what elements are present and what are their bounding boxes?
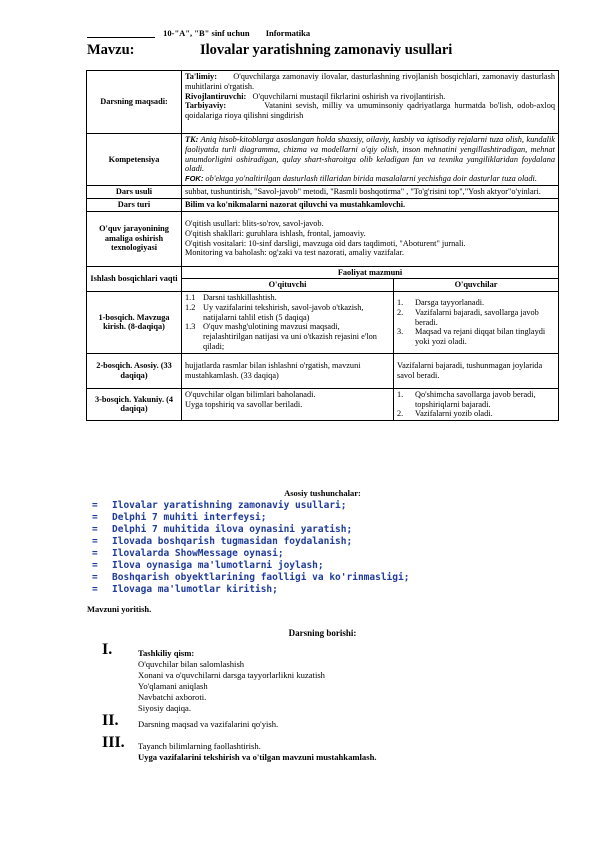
item-number: 1.2: [185, 302, 196, 312]
goal-key: Tarbiyaviy:: [185, 101, 227, 111]
section-numeral: II.: [102, 712, 119, 729]
bullet-icon: =: [92, 584, 98, 595]
stage-3-teacher: [182, 388, 394, 420]
goal-line: [185, 101, 555, 121]
header-grades: 10-"A", "B" sinf uchun: [163, 28, 250, 38]
item-text: O'quv mashg'ulotining mavzusi maqsadi, rejalashtirilgan natijasi va uni o'tkazish rejasini e'lon qiladi;: [203, 322, 377, 351]
topic-label: Mavzu:: [87, 42, 135, 58]
lesson-plan-table: [86, 70, 559, 421]
process-line: O'qitish vositalari: 10-sinf darsligi, mavzuga oid dars taqdimoti, "Aboturent" jurnali.: [185, 238, 466, 248]
goal-key: Ta'limiy:: [185, 72, 217, 81]
topic-line: [87, 42, 452, 59]
section-line: Darsning maqsad va vazifalarini qo'yish.: [138, 719, 279, 729]
section-line: Navbatchi axboroti.: [138, 692, 207, 702]
section-body: [138, 648, 558, 714]
type-row: [87, 198, 559, 211]
section-numeral: I.: [102, 641, 113, 658]
method-label: Dars usuli: [87, 185, 182, 198]
section-line: Uyga vazifalarini tekshirish va o'tilgan mavzuni mustahkamlash.: [138, 752, 377, 762]
section-line: Siyosiy daqiqa.: [138, 703, 191, 713]
concept-text: Ilovalarda ShowMessage oynasi;: [112, 548, 284, 559]
bullet-icon: =: [92, 572, 98, 583]
concept-item: [92, 536, 409, 548]
item-number: 1.3: [185, 322, 196, 332]
content-header: Faoliyat mazmuni: [182, 266, 559, 279]
stage-2-teacher: hujjatlarda rasmlar bilan ishlashni o'rgatish, mavzuni mustahkamlash. (33 daqiqa): [182, 353, 394, 388]
process-line: Monitoring va baholash: og'zaki va test nazorati, amaliy vazifalar.: [185, 248, 404, 258]
teacher-line: O'quvchilar olgan bilimlari baholanadi.: [185, 389, 316, 399]
list-item: [185, 322, 390, 351]
bullet-icon: =: [92, 548, 98, 559]
fok-key: FOK:: [185, 174, 204, 184]
competence-fok: [185, 174, 555, 184]
stage-1-label: 1-bosqich. Mavzuga kirish. (8-daqiqa): [87, 292, 182, 354]
section-numeral: III.: [102, 734, 125, 751]
concept-item: [92, 524, 409, 536]
type-label: Dars turi: [87, 198, 182, 211]
competence-label: Kompetensiya: [87, 134, 182, 186]
concept-text: Ilovaga ma'lumotlar kiritish;: [112, 584, 278, 595]
stage-1-student: [394, 292, 559, 354]
goal-line: [185, 92, 555, 102]
stage-1-teacher: [182, 292, 394, 354]
concept-text: Ilovada boshqarish tugmasidan foydalanish;: [112, 536, 353, 547]
concept-item: [92, 560, 409, 572]
list-item: [397, 409, 555, 419]
goal-content: [182, 71, 559, 134]
goal-line: [185, 72, 555, 92]
competence-row: [87, 134, 559, 186]
item-number: 1.: [397, 389, 404, 399]
section-body: [138, 741, 558, 763]
bullet-icon: =: [92, 560, 98, 571]
tk-text: Aniq hisob-kitoblarga asoslangan holda shaxsiy, oilaviy, kasbiy va iqtisodiy rejalarni tuza olish, kundalik faoliyatda turli diagramma, chizma va modellarni o'qiy olish, inson mehnatini yengillashtiradigan, mehnat unumdorligini oshiradigan, qulay shart-sharoitga olib keladigan fan va texnika yangiliklaridan foydalana oladi.: [185, 135, 555, 174]
item-text: Vazifalarni bajaradi, savollarga javob beradi.: [415, 307, 539, 327]
page-header: [87, 28, 310, 38]
borishi-title: Darsning borishi:: [288, 628, 357, 638]
concept-text: Ilovalar yaratishning zamonaviy usullari;: [112, 500, 347, 511]
goal-text: O'quvchilarni mustaqil fikrlarini oshirish va rivojlantirish.: [252, 91, 446, 101]
bullet-icon: =: [92, 536, 98, 547]
section-line: Tayanch bilimlarning faollashtirish.: [138, 741, 261, 751]
concept-item: [92, 548, 409, 560]
item-number: 3.: [397, 327, 404, 337]
concept-text: Delphi 7 muhiti interfeysi;: [112, 512, 267, 523]
stage-3-label: 3-bosqich. Yakuniy. (4 daqiqa): [87, 388, 182, 420]
bullet-icon: =: [92, 524, 98, 535]
item-number: 1.: [397, 297, 404, 307]
method-row: [87, 185, 559, 198]
goal-text: Vatanini sevish, milliy va umuminsoniy qadriyatlarga hurmatda bo'lish, odob-axloq qoidalariga rioya qilishni singdirish: [185, 101, 555, 121]
list-item: [185, 303, 390, 323]
section-line: Tashkiliy qism:: [138, 648, 195, 658]
stage-2-row: [87, 353, 559, 388]
list-item: [397, 308, 555, 328]
concept-text: Boshqarish obyektlarining faolligi va ko'rinmasligi;: [112, 572, 410, 583]
concept-item: [92, 500, 409, 512]
stage-2-label: 2-bosqich. Asosiy. (33 daqiqa): [87, 353, 182, 388]
concept-text: Ilova oynasiga ma'lumotlarni joylash;: [112, 560, 324, 571]
stage-1-row: [87, 292, 559, 354]
item-text: Darsga tayyorlanadi.: [415, 297, 485, 307]
concepts-list: [92, 500, 409, 596]
teacher-header: O'qituvchi: [182, 279, 394, 292]
bullet-icon: =: [92, 512, 98, 523]
item-text: Vazifalarni yozib oladi.: [415, 409, 493, 419]
header-subject: Informatika: [265, 28, 311, 38]
tk-key: TK:: [185, 135, 199, 144]
goal-label: Darsning maqsadi:: [87, 71, 182, 134]
student-header: O'quvchilar: [394, 279, 559, 292]
concept-text: Delphi 7 muhitida ilova oynasini yaratish;: [112, 524, 353, 535]
item-number: 1.1: [185, 293, 196, 303]
method-text: suhbat, tushuntirish, "Savol-javob" metodi, "Rasmli boshqotirma" , "To'g'risini top","Yosh aktyor"o'yinlari.: [182, 185, 559, 198]
section-line: Xonani va o'quvchilarni darsga tayyorlarlikni kuzatish: [138, 670, 325, 680]
mavzu-label: Mavzuni yoritish.: [87, 604, 152, 614]
list-item: [397, 390, 555, 410]
stages-label: Ishlash bosqichlari vaqti: [87, 266, 182, 292]
competence-tk: [185, 135, 555, 174]
list-item: [397, 327, 555, 347]
process-line: O'qitish usullari: blits-so'rov, savol-javob.: [185, 218, 324, 228]
section-body: [138, 719, 558, 730]
list-item: [185, 293, 390, 303]
type-text: Bilim va ko'nikmalarni nazorat qiluvchi va mustahkamlovchi.: [182, 198, 559, 211]
concepts-title: Asosiy tushunchalar:: [284, 488, 361, 498]
item-text: Darsni tashkillashtish.: [203, 293, 277, 303]
item-text: Qo'shimcha savollarga javob beradi, topshiriqlarni bajaradi.: [415, 389, 536, 409]
process-content: [182, 211, 559, 266]
section-line: Yo'qlamani aniqlash: [138, 681, 208, 691]
competence-content: [182, 134, 559, 186]
stage-3-student: [394, 388, 559, 420]
item-number: 2.: [397, 409, 404, 419]
list-item: [397, 298, 555, 308]
item-text: Maqsad va rejani diqqat bilan tinglaydi yoki yozi oladi.: [415, 327, 546, 347]
fok-text: ob'ektga yo'naltirilgan dasturlash tillaridan birida masalalarni yechishga doir dasturlar tuza oladi.: [205, 174, 537, 184]
stage-3-row: [87, 388, 559, 420]
goal-text: O'quvchilarga zamonaviy ilovalar, dasturlashning rivojlanish bosqichlari, zamonaviy dasturlash muhitlarini o'rgatish.: [185, 72, 555, 91]
goal-row: [87, 71, 559, 134]
goal-key: Rivojlantiruvchi:: [185, 91, 247, 101]
bullet-icon: =: [92, 500, 98, 511]
stage-2-student: Vazifalarni bajaradi, tushunmagan joylarida savol beradi.: [394, 353, 559, 388]
teacher-line: Uyga topshiriq va savollar beriladi.: [185, 399, 303, 409]
header-blank-line: [87, 37, 155, 38]
process-row: [87, 211, 559, 266]
item-text: Uy vazifalarini tekshirish, savol-javob o'tkazish, natijalarni tahlil etish (5 daqiqa): [203, 302, 364, 322]
stages-header-row: [87, 266, 559, 279]
item-number: 2.: [397, 307, 404, 317]
topic-title: Ilovalar yaratishning zamonaviy usullari: [200, 42, 453, 58]
concept-item: [92, 512, 409, 524]
concept-item: [92, 584, 409, 596]
process-line: O'qitish shakllari: guruhlara ishlash, frontal, jamoaviy.: [185, 228, 366, 238]
section-line: O'quvchilar bilan salomlashish: [138, 659, 245, 669]
process-label: O'quv jarayonining amaliga oshirish texnologiyasi: [87, 211, 182, 266]
concept-item: [92, 572, 409, 584]
